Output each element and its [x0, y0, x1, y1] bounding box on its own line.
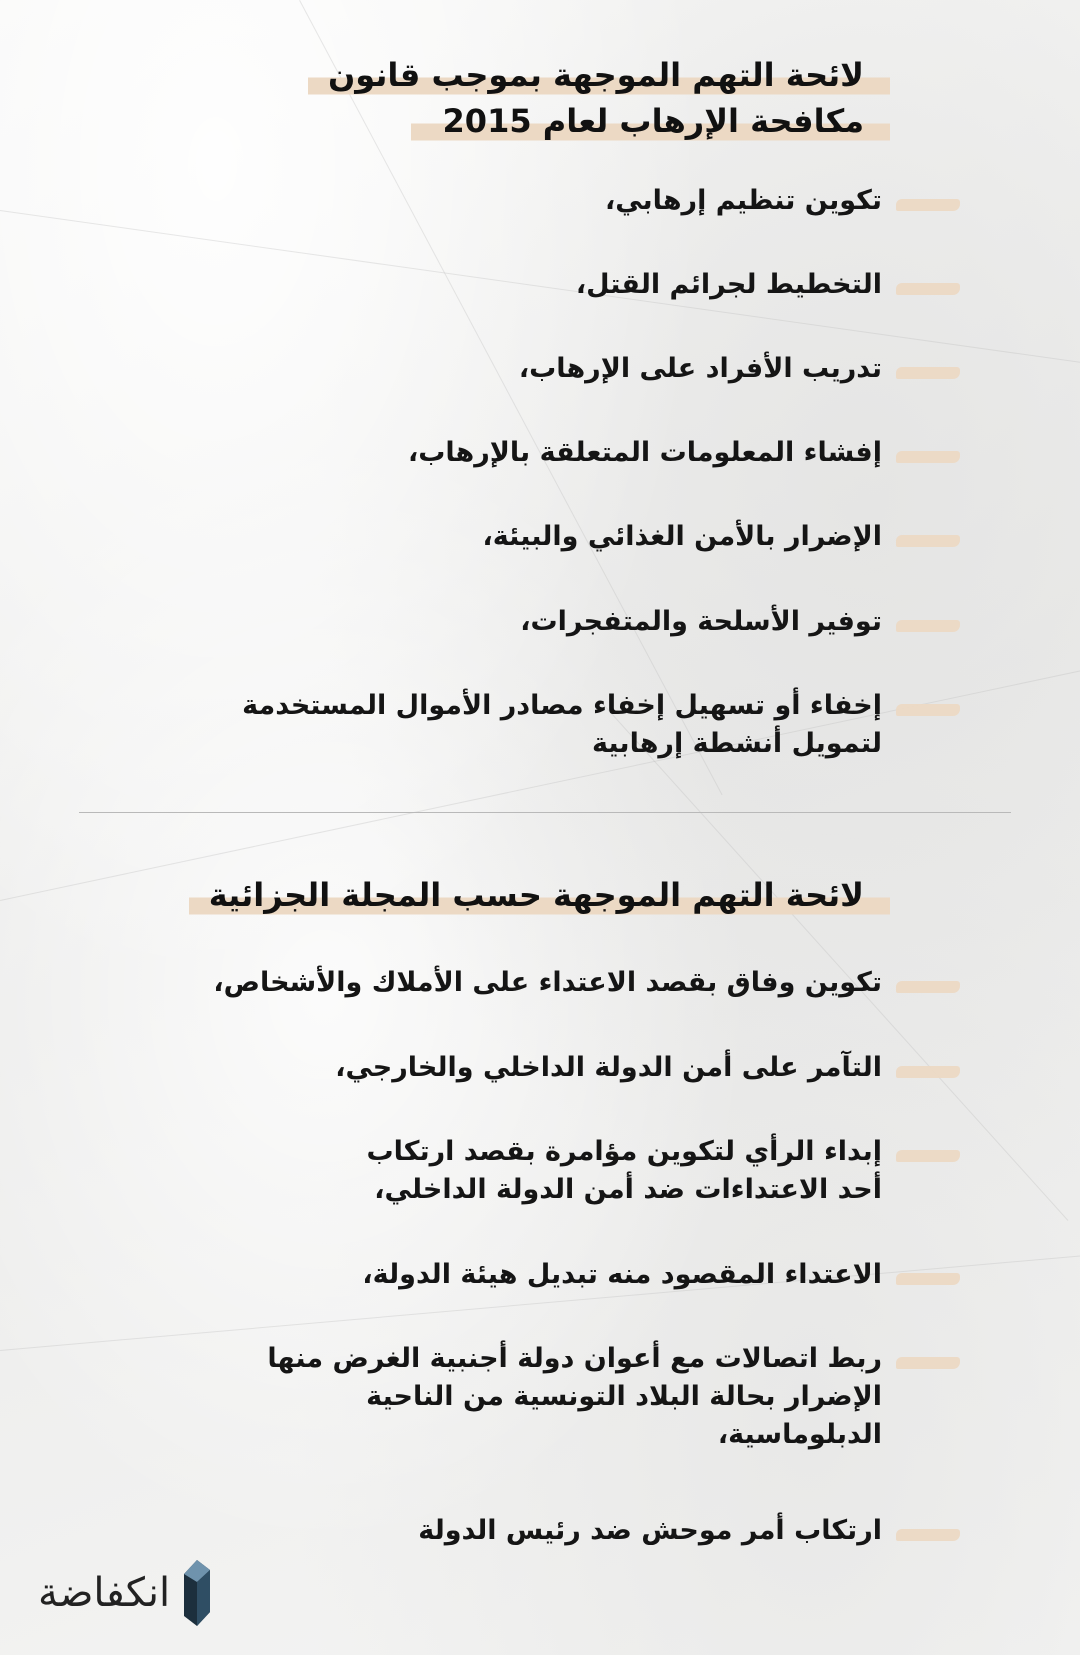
- list-item: [160, 350, 960, 388]
- list-item-text: التخطيط لجرائم القتل،: [575, 269, 882, 300]
- list-item-text: الإضرار بالأمن الغذائي والبيئة،: [482, 521, 882, 552]
- list-item-text: إفشاء المعلومات المتعلقة بالإرهاب،: [408, 437, 882, 468]
- list-item: [160, 1512, 960, 1550]
- list-item: [160, 1340, 960, 1454]
- logo-text: انكفاضة: [38, 1570, 171, 1616]
- section1-title: [308, 52, 890, 144]
- list-item-text: تكوين تنظيم إرهابي،: [604, 185, 882, 216]
- list-item: [160, 1049, 960, 1087]
- bullet-brush-mark: [896, 620, 960, 632]
- bullet-brush-mark: [896, 704, 960, 716]
- list-item: [160, 687, 960, 763]
- list-item-text: ربط اتصالات مع أعوان دولة أجنبية الغرض منها الإضرار بحالة البلاد التونسية من الناحية الدبلوماسية،: [267, 1343, 882, 1450]
- list-item-text: ارتكاب أمر موحش ضد رئيس الدولة: [418, 1515, 882, 1546]
- bullet-brush-mark: [896, 1529, 960, 1541]
- bullet-brush-mark: [896, 451, 960, 463]
- bullet-brush-mark: [896, 1357, 960, 1369]
- inkyfada-logo-icon: [184, 1560, 210, 1626]
- bullet-brush-mark: [896, 981, 960, 993]
- list-item-text: إبداء الرأي لتكوين مؤامرة بقصد ارتكاب أحد الاعتداءات ضد أمن الدولة الداخلي،: [366, 1136, 882, 1205]
- bullet-brush-mark: [896, 283, 960, 295]
- list-item-text: الاعتداء المقصود منه تبديل هيئة الدولة،: [362, 1259, 882, 1290]
- list-item-text: تدريب الأفراد على الإرهاب،: [518, 353, 882, 384]
- section2-title-line: لائحة التهم الموجهة حسب المجلة الجزائية: [189, 872, 890, 918]
- list-item: [160, 518, 960, 556]
- list-item-text: إخفاء أو تسهيل إخفاء مصادر الأموال المستخدمة لتمويل أنشطة إرهابية: [242, 690, 882, 759]
- section1-title-line1: لائحة التهم الموجهة بموجب قانون: [308, 52, 890, 98]
- section1-title-line2: مكافحة الإرهاب لعام 2015: [411, 98, 890, 144]
- brand-logo: [38, 1560, 210, 1626]
- bullet-brush-mark: [896, 199, 960, 211]
- list-item: [160, 1133, 960, 1209]
- list-item-text: التآمر على أمن الدولة الداخلي والخارجي،: [335, 1052, 882, 1083]
- bullet-brush-mark: [896, 1066, 960, 1078]
- list-item-text: توفير الأسلحة والمتفجرات،: [520, 606, 882, 637]
- section2-title: [189, 872, 890, 918]
- list-item: [160, 434, 960, 472]
- list-item: [160, 964, 960, 1002]
- section-divider: [79, 812, 1011, 813]
- list-item: [160, 266, 960, 304]
- list-item-text: تكوين وفاق بقصد الاعتداء على الأملاك والأشخاص،: [213, 967, 882, 998]
- list-item: [160, 182, 960, 220]
- list-item: [160, 1256, 960, 1294]
- bullet-brush-mark: [896, 1150, 960, 1162]
- list-item: [160, 603, 960, 641]
- bullet-brush-mark: [896, 535, 960, 547]
- bullet-brush-mark: [896, 1273, 960, 1285]
- bullet-brush-mark: [896, 367, 960, 379]
